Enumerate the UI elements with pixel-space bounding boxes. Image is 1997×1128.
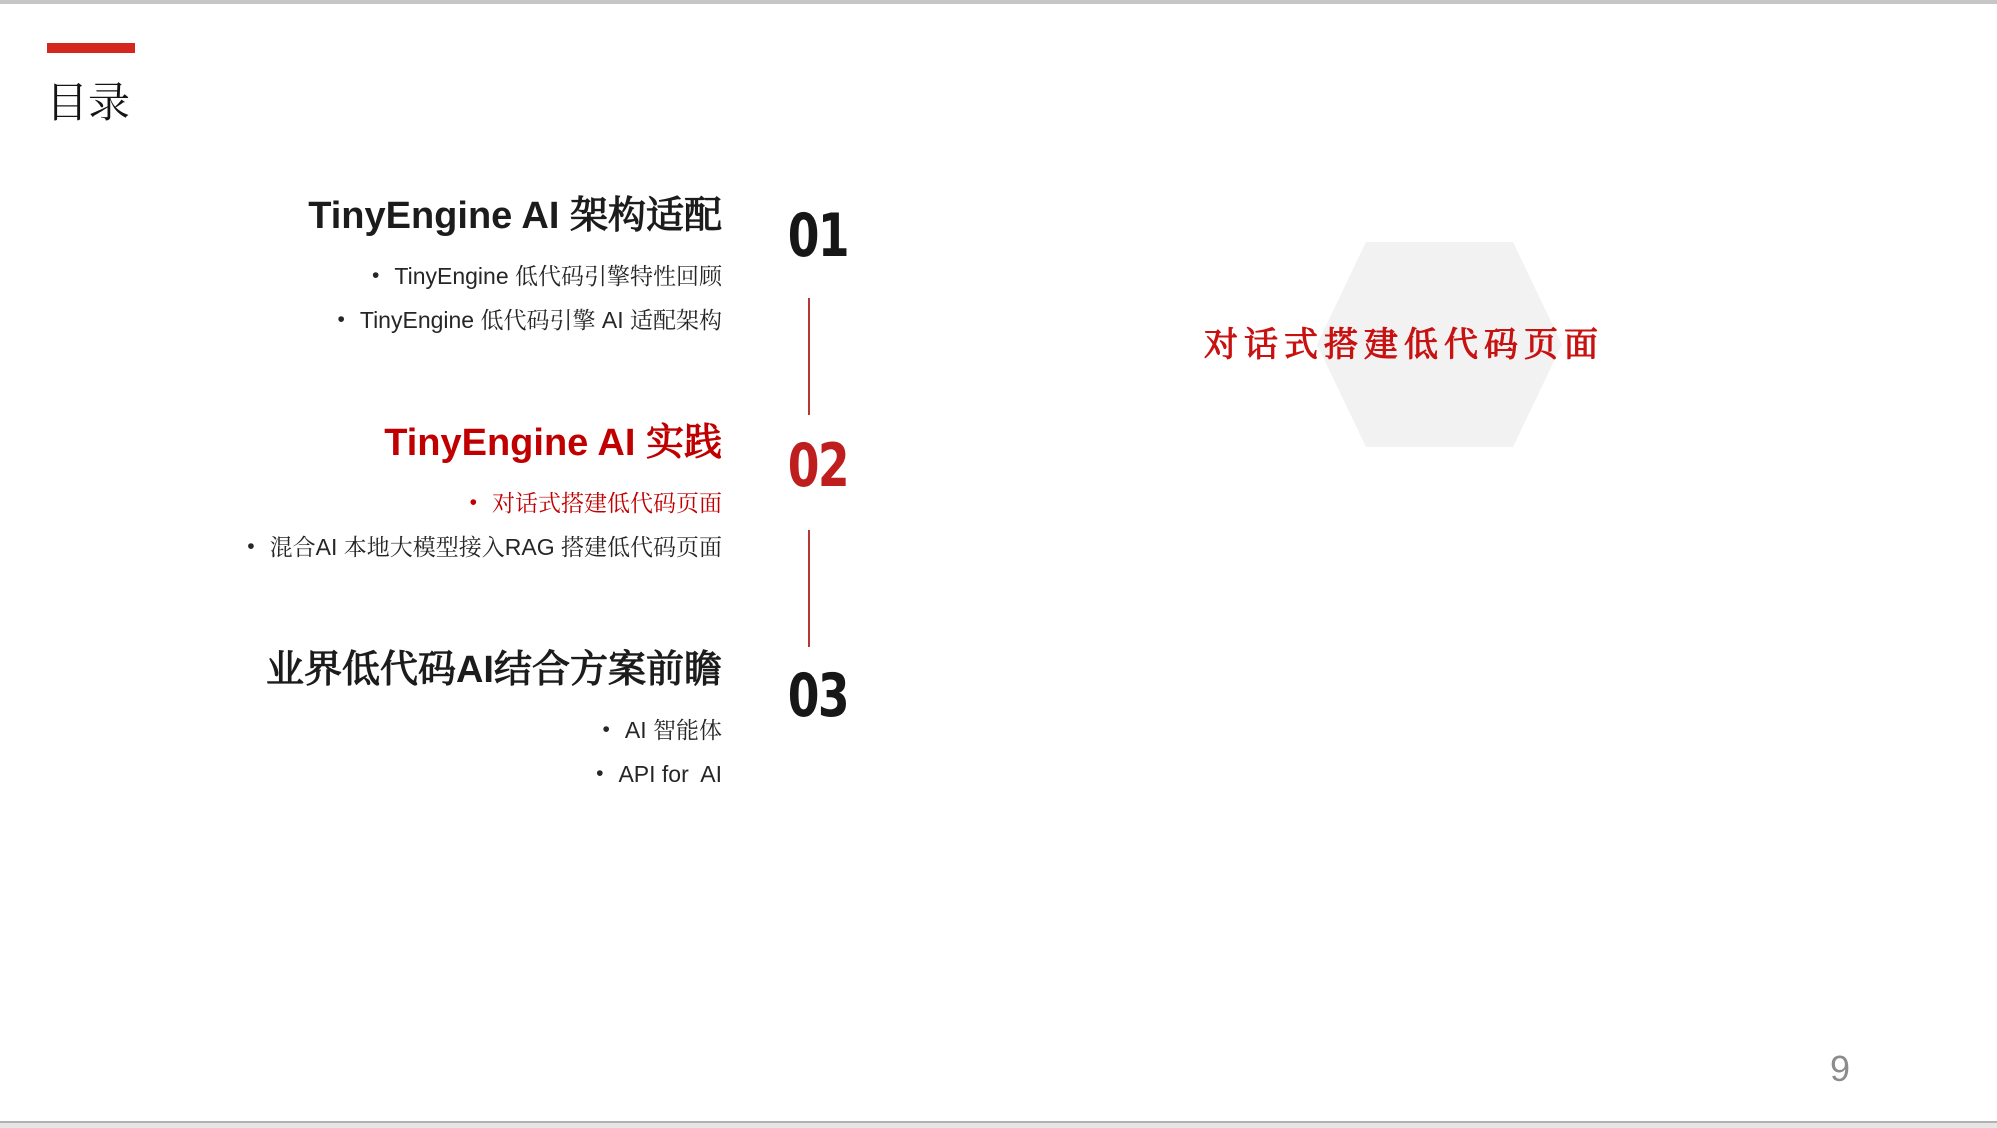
toc-section-3-bullets bbox=[266, 709, 722, 797]
page-number: 9 bbox=[1829, 1048, 1851, 1089]
toc-section-1-title: TinyEngine AI 架构适配 bbox=[308, 195, 722, 237]
toc-bullet-text: 对话式搭建低代码页面 bbox=[492, 490, 722, 516]
top-window-edge bbox=[0, 0, 1997, 4]
toc-bullet bbox=[308, 299, 722, 343]
toc-bullet-text: TinyEngine 低代码引擎 AI 适配架构 bbox=[359, 307, 722, 333]
toc-section-2-bullets bbox=[247, 482, 722, 570]
toc-bullet-text: AI 智能体 bbox=[624, 717, 722, 743]
toc-bullet bbox=[247, 526, 722, 570]
toc-section-1-bullets bbox=[308, 255, 722, 343]
toc-section-1 bbox=[308, 193, 722, 343]
toc-section-2-title: TinyEngine AI 实践 bbox=[384, 422, 722, 464]
toc-section-2 bbox=[247, 420, 722, 570]
toc-section-3 bbox=[266, 647, 722, 797]
toc-bullet bbox=[266, 709, 722, 753]
bullet-dot-icon: • bbox=[596, 762, 604, 785]
toc-bullet bbox=[308, 255, 722, 299]
toc-bullet-active bbox=[247, 482, 722, 526]
bullet-dot-icon: • bbox=[372, 264, 380, 287]
bullet-dot-icon: • bbox=[469, 491, 477, 514]
bullet-dot-icon: • bbox=[247, 535, 255, 558]
toc-bullet-text: API for AI bbox=[618, 761, 722, 787]
toc-bullet bbox=[266, 753, 722, 797]
toc-section-3-title: 业界低代码AI结合方案前瞻 bbox=[265, 649, 722, 691]
bottom-window-strip bbox=[0, 1123, 1997, 1128]
toc-bullet-text: TinyEngine 低代码引擎特性回顾 bbox=[394, 263, 722, 289]
toc-bullet-text: 混合AI 本地大模型接入RAG 搭建低代码页面 bbox=[269, 534, 722, 560]
section-number-01: 01 bbox=[787, 201, 849, 271]
page-title: 目录 bbox=[46, 79, 131, 126]
bullet-dot-icon: • bbox=[337, 308, 345, 331]
section-divider-line-1 bbox=[808, 298, 810, 415]
title-accent-bar bbox=[47, 43, 135, 53]
callout-text: 对话式搭建低代码页面 bbox=[1204, 327, 1604, 364]
section-number-02: 02 bbox=[787, 431, 849, 501]
section-number-03: 03 bbox=[787, 661, 849, 731]
bullet-dot-icon: • bbox=[602, 718, 610, 741]
section-divider-line-2 bbox=[808, 530, 810, 647]
